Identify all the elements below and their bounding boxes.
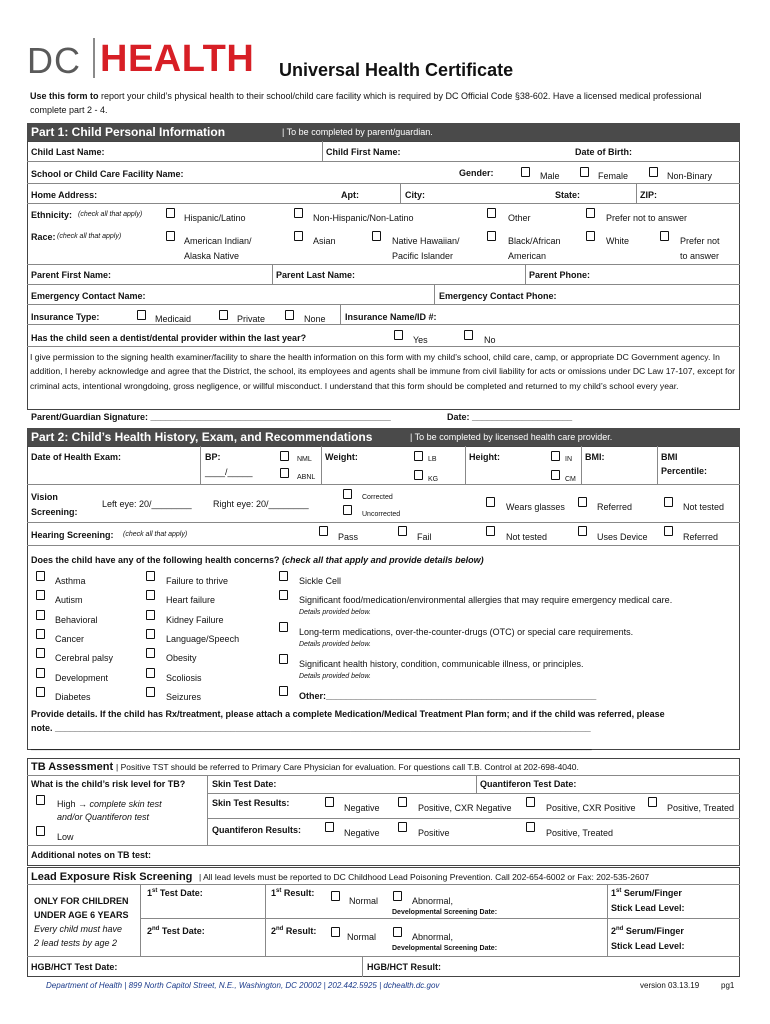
- concern-item-label: Behavioral: [55, 615, 98, 625]
- concern-item-checkbox[interactable]: [36, 687, 45, 697]
- skin-pos-cxr-pos-checkbox[interactable]: [526, 797, 535, 807]
- vision-corrected-checkbox[interactable]: [343, 489, 352, 499]
- insurance-type-label: Insurance Type:: [31, 312, 100, 322]
- concern-item-checkbox[interactable]: [146, 629, 155, 639]
- race-asian-label: Asian: [313, 236, 336, 246]
- skin-negative-checkbox[interactable]: [325, 797, 334, 807]
- dentist-question: Has the child seen a dentist/dental provider within the last year?: [31, 333, 307, 343]
- allergies-checkbox[interactable]: [279, 590, 288, 600]
- ethnicity-prefer-label: Prefer not to answer: [606, 213, 688, 223]
- concern-item-checkbox[interactable]: [146, 590, 155, 600]
- height-in-checkbox[interactable]: [551, 451, 560, 461]
- race-prefer-label: Prefer not: [680, 236, 720, 246]
- race-american-indian-label: American Indian/: [184, 236, 252, 246]
- dc-logo-text: DC: [27, 40, 81, 81]
- lead-second-abnormal-label: Abnormal,: [412, 932, 454, 942]
- concerns-note: (check all that apply and provide details below): [279, 555, 484, 565]
- sickle-cell-checkbox[interactable]: [279, 571, 288, 581]
- quant-pos-treated-label: Positive, Treated: [546, 828, 614, 838]
- hgb-result-label: HGB/HCT Result:: [367, 962, 441, 972]
- footer-page-number: pg1: [721, 981, 735, 990]
- bp-nml-label: NML: [297, 456, 312, 463]
- race-american-indian-label-2: Alaska Native: [184, 251, 240, 261]
- lead-second-serum-level: Stick Lead Level:: [611, 941, 685, 951]
- hearing-fail-checkbox[interactable]: [398, 526, 407, 536]
- logo-divider: [93, 38, 95, 78]
- permission-statement: I give permission to the signing health examiner/facility to share the health information on this form with my child’s school, child care, camp, or appropriate DC Government agency. In addition, I hereby acknowledge and agree that the District, the school, its employees and agents shall be immune from civil liability for acts or omissions under DC Law 17-107, except for criminal acts, intentional wrongdoing, gross negligence, or willful misconduct. I understand that this form should be completed and returned to my child’s school every year.: [30, 352, 736, 391]
- second-num: 2: [147, 926, 153, 936]
- serum2-text: Serum/Finger: [623, 926, 684, 936]
- provide-details-text: Provide details. If the child has Rx/treatment, please attach a complete Medication/Medical Treatment Plan form; and if the child was referred, please: [31, 709, 665, 719]
- part2-header: [27, 428, 740, 446]
- bmi-percentile-label: BMI: [661, 452, 678, 462]
- health-logo-text: HEALTH: [100, 38, 255, 80]
- hearing-uses-device-checkbox[interactable]: [578, 526, 587, 536]
- race-hawaiian-label: Native Hawaiian/: [392, 236, 460, 246]
- serum2-sup: nd: [616, 926, 624, 932]
- history-label: Significant health history, condition, communicable illness, or principles.: [299, 659, 584, 669]
- race-hawaiian-label-2: Pacific Islander: [392, 251, 454, 261]
- skin-pos-cxr-pos-label: Positive, CXR Positive: [546, 803, 636, 813]
- vision-label: Vision: [31, 492, 58, 502]
- concern-item-label: Asthma: [55, 576, 86, 586]
- concern-item-label: Seizures: [166, 692, 202, 702]
- second-date-text: Test Date:: [159, 926, 205, 936]
- lead-title: Lead Exposure Risk Screening: [31, 871, 193, 883]
- part1-subtitle: | To be completed by parent/guardian.: [282, 127, 433, 137]
- skin-negative-label: Negative: [344, 803, 380, 813]
- concern-item-checkbox[interactable]: [36, 668, 45, 678]
- wears-glasses-checkbox[interactable]: [486, 497, 495, 507]
- skin-pos-cxr-neg-checkbox[interactable]: [398, 797, 407, 807]
- concern-item-checkbox[interactable]: [36, 571, 45, 581]
- dentist-yes-checkbox[interactable]: [394, 330, 403, 340]
- document-title: Universal Health Certificate: [279, 60, 514, 80]
- lead-first-serum-level: Stick Lead Level:: [611, 903, 685, 913]
- tb-subtitle: | Positive TST should be referred to Primary Care Physician for evaluation. For questions call T.B. Control at 202-698-4040.: [116, 762, 579, 772]
- lead-second-result: [271, 926, 316, 936]
- race-black-label: Black/African: [508, 236, 561, 246]
- lead-first-abnormal-checkbox[interactable]: [393, 891, 402, 901]
- state-label: State:: [555, 190, 581, 200]
- sickle-cell-label: Sickle Cell: [299, 576, 342, 586]
- right-eye-field[interactable]: Right eye: 20/________: [213, 499, 309, 509]
- concern-item-checkbox[interactable]: [146, 668, 155, 678]
- tb-high-instruction: complete skin test: [89, 799, 162, 809]
- tb-high-label: High: [57, 799, 76, 809]
- dentist-no-checkbox[interactable]: [464, 330, 473, 340]
- skin-pos-treated-label: Positive, Treated: [667, 803, 735, 813]
- serum1-text: Serum/Finger: [621, 888, 682, 898]
- hearing-uses-device-label: Uses Device: [597, 532, 648, 542]
- serum1-sup: st: [616, 888, 622, 894]
- longterm-checkbox[interactable]: [279, 622, 288, 632]
- vision-corrected-label: Corrected: [362, 494, 393, 501]
- intro-text: [30, 89, 740, 117]
- concern-item-checkbox[interactable]: [146, 610, 155, 620]
- concern-item-label: Failure to thrive: [166, 576, 229, 586]
- hearing-note: (check all that apply): [123, 531, 188, 538]
- race-label: Race:: [31, 232, 56, 242]
- insurance-private-checkbox[interactable]: [219, 310, 228, 320]
- race-black-label-2: American: [508, 251, 547, 261]
- second-result-text: Result:: [283, 926, 317, 936]
- weight-kg-label: KG: [428, 476, 439, 483]
- concern-item-label: Development: [55, 673, 109, 683]
- insurance-medicaid-label: Medicaid: [155, 314, 192, 324]
- skin-test-date-label: Skin Test Date:: [212, 779, 277, 789]
- lead-every-child: Every child must have: [34, 924, 123, 934]
- date-of-birth-label: Date of Birth:: [575, 147, 632, 157]
- lead-first-normal-checkbox[interactable]: [331, 891, 340, 901]
- emergency-name-label: Emergency Contact Name:: [31, 291, 146, 301]
- lead-two-tests: 2 lead tests by age 2: [34, 938, 118, 948]
- parent-phone-label: Parent Phone:: [529, 270, 591, 280]
- first-num: 1: [147, 888, 153, 898]
- ethnicity-other-checkbox[interactable]: [487, 208, 496, 218]
- concern-item-label: Cancer: [55, 634, 85, 644]
- weight-lb-label: LB: [428, 456, 437, 463]
- ethnicity-nonhispanic-label: Non-Hispanic/Non-Latino: [313, 213, 414, 223]
- vision-not-tested-checkbox[interactable]: [664, 497, 673, 507]
- concern-item-checkbox[interactable]: [36, 629, 45, 639]
- gender-female-label: Female: [598, 171, 629, 181]
- longterm-label: Long-term medications, over-the-counter-drugs (OTC) or special care requirements.: [299, 627, 634, 637]
- longterm-details: Details provided below.: [299, 641, 371, 648]
- first-sup: st: [152, 888, 158, 894]
- vision-not-tested-label: Not tested: [683, 502, 725, 512]
- lead-first-test-date: [147, 888, 203, 898]
- dentist-no-label: No: [484, 335, 496, 345]
- insurance-private-label: Private: [237, 314, 266, 324]
- footer-version: version 03.13.19: [640, 981, 700, 990]
- apt-label: Apt:: [341, 190, 359, 200]
- ethnicity-nonhispanic-checkbox[interactable]: [294, 208, 303, 218]
- school-name-label: School or Child Care Facility Name:: [31, 169, 184, 179]
- tb-high-instruction-2: and/or Quantiferon test: [57, 812, 150, 822]
- lead-second-normal-label: Normal: [347, 932, 377, 942]
- hearing-pass-checkbox[interactable]: [319, 526, 328, 536]
- lead-first-abnormal-label: Abnormal,: [412, 896, 454, 906]
- gender-male-checkbox[interactable]: [521, 167, 530, 177]
- race-white-checkbox[interactable]: [586, 231, 595, 241]
- quant-positive-label: Positive: [418, 828, 450, 838]
- lead-second-normal-checkbox[interactable]: [331, 927, 340, 937]
- bmi-label: BMI:: [585, 452, 605, 462]
- lead-second-abnormal-checkbox[interactable]: [393, 927, 402, 937]
- gender-nonbinary-label: Non-Binary: [667, 171, 713, 181]
- quantiferon-results-label: Quantiferon Results:: [212, 825, 302, 835]
- gender-female-checkbox[interactable]: [580, 167, 589, 177]
- bp-abnl-label: ABNL: [297, 474, 316, 481]
- lead-first-dev-screening: Developmental Screening Date:: [392, 909, 498, 916]
- home-address-label: Home Address:: [31, 190, 98, 200]
- lead-only-children: ONLY FOR CHILDREN: [34, 896, 129, 906]
- height-label: Height:: [469, 452, 500, 462]
- details-note-line[interactable]: note. ___________________________________________________________________________________________________________: [31, 723, 591, 733]
- serum1-num: 1: [611, 888, 617, 898]
- other-concern-checkbox[interactable]: [279, 686, 288, 696]
- race-note: (check all that apply): [57, 233, 122, 240]
- lead-second-test-date: [147, 926, 205, 936]
- intro-rest: report your child’s physical health to their school/child care facility which is required by DC Official Code §38-602. Have a licensed medical professional complete part 2 - 4.: [30, 91, 702, 115]
- tb-low-checkbox[interactable]: [36, 826, 45, 836]
- quant-negative-label: Negative: [344, 828, 380, 838]
- history-details: Details provided below.: [299, 673, 371, 680]
- gender-label: Gender:: [459, 168, 494, 178]
- height-in-label: IN: [565, 456, 572, 463]
- ethnicity-hispanic-checkbox[interactable]: [166, 208, 175, 218]
- lead-subtitle: | All lead levels must be reported to DC Childhood Lead Poisoning Prevention. Call 202-654-6002 or Fax: 202-535-2607: [199, 872, 650, 882]
- first-result-text: Result:: [281, 888, 315, 898]
- quant-positive-checkbox[interactable]: [398, 822, 407, 832]
- quant-negative-checkbox[interactable]: [325, 822, 334, 832]
- child-last-name-label: Child Last Name:: [31, 147, 105, 157]
- health-concerns-question: [31, 555, 484, 565]
- concern-item-label: Autism: [55, 595, 83, 605]
- tb-high-text: [57, 799, 162, 809]
- parent-last-name-label: Parent Last Name:: [276, 270, 356, 280]
- first-result-sup: st: [276, 888, 282, 894]
- quant-pos-treated-checkbox[interactable]: [526, 822, 535, 832]
- race-asian-checkbox[interactable]: [294, 231, 303, 241]
- concern-item-label: Language/Speech: [166, 634, 240, 644]
- part2-subtitle: | To be completed by licensed health care provider.: [410, 432, 613, 442]
- race-prefer-checkbox[interactable]: [660, 231, 669, 241]
- dentist-yes-label: Yes: [413, 335, 428, 345]
- concern-item-checkbox[interactable]: [36, 590, 45, 600]
- weight-kg-checkbox[interactable]: [414, 470, 423, 480]
- bp-abnl-checkbox[interactable]: [280, 468, 289, 478]
- race-hawaiian-checkbox[interactable]: [372, 231, 381, 241]
- parent-first-name-label: Parent First Name:: [31, 270, 112, 280]
- race-white-label: White: [606, 236, 630, 246]
- details-blank-line[interactable]: ________________________________________________________________________________________________________________: [31, 740, 592, 750]
- first-date-text: Test Date:: [157, 888, 203, 898]
- serum2-num: 2: [611, 926, 617, 936]
- tb-title: TB Assessment: [31, 761, 114, 773]
- ethnicity-label: Ethnicity:: [31, 210, 73, 220]
- gender-nonbinary-checkbox[interactable]: [649, 167, 658, 177]
- lead-under-six: UNDER AGE 6 YEARS: [34, 910, 129, 920]
- second-result-num: 2: [271, 926, 277, 936]
- ethnicity-other-label: Other: [508, 213, 531, 223]
- part2-title: Part 2: Child’s Health History, Exam, and Recommendations: [31, 430, 373, 444]
- quantiferon-date-label: Quantiferon Test Date:: [480, 779, 577, 789]
- tb-risk-question: What is the child’s risk level for TB?: [31, 779, 186, 789]
- emergency-phone-label: Emergency Contact Phone:: [439, 291, 557, 301]
- vision-referred-label: Referred: [597, 502, 633, 512]
- city-label: City:: [405, 190, 425, 200]
- allergies-label: Significant food/medication/environmental allergies that may require emergency medical care.: [299, 595, 673, 605]
- race-american-indian-checkbox[interactable]: [166, 231, 175, 241]
- second-result-sup: nd: [276, 926, 284, 932]
- concern-item-label: Kidney Failure: [166, 615, 224, 625]
- vision-label-2: Screening:: [31, 507, 78, 517]
- concern-item-checkbox[interactable]: [146, 648, 155, 658]
- bp-blank[interactable]: ____/_____: [205, 467, 253, 477]
- insurance-none-checkbox[interactable]: [285, 310, 294, 320]
- lead-first-normal-label: Normal: [349, 896, 379, 906]
- concern-item-checkbox[interactable]: [36, 648, 45, 658]
- date-of-exam-label: Date of Health Exam:: [31, 452, 122, 462]
- concern-item-label: Scoliosis: [166, 673, 202, 683]
- ethnicity-note: (check all that apply): [78, 211, 143, 218]
- hearing-referred-checkbox[interactable]: [664, 526, 673, 536]
- lead-first-result: [271, 888, 314, 898]
- height-cm-label: CM: [565, 476, 576, 483]
- race-prefer-label-2: to answer: [680, 251, 720, 261]
- vision-uncorrected-checkbox[interactable]: [343, 505, 352, 515]
- parent-signature-line[interactable]: Parent/Guardian Signature: ________________________________________________: [31, 412, 391, 422]
- concern-item-checkbox[interactable]: [146, 571, 155, 581]
- history-checkbox[interactable]: [279, 654, 288, 664]
- concern-item-checkbox[interactable]: [146, 687, 155, 697]
- insurance-none-label: None: [304, 314, 326, 324]
- lead-second-serum: [611, 926, 684, 936]
- lead-first-serum: [611, 888, 682, 898]
- bmi-percentile-label-2: Percentile:: [661, 466, 708, 476]
- bp-label: BP:: [205, 452, 221, 462]
- skin-pos-treated-checkbox[interactable]: [648, 797, 657, 807]
- concern-item-label: Heart failure: [166, 595, 216, 605]
- lead-second-dev-screening: Developmental Screening Date:: [392, 945, 498, 952]
- hearing-not-tested-checkbox[interactable]: [486, 526, 495, 536]
- second-sup: nd: [152, 926, 160, 932]
- gender-male-label: Male: [540, 171, 560, 181]
- arrow-right-icon: →: [78, 799, 88, 809]
- tb-low-label: Low: [57, 832, 74, 842]
- allergies-details: Details provided below.: [299, 609, 371, 616]
- height-cm-checkbox[interactable]: [551, 470, 560, 480]
- insurance-name-label: Insurance Name/ID #:: [345, 312, 437, 322]
- other-concern-line[interactable]: Other:______________________________________________________: [299, 691, 597, 701]
- bp-nml-checkbox[interactable]: [280, 451, 289, 461]
- signature-date-line[interactable]: Date: ____________________: [447, 412, 573, 422]
- vision-referred-checkbox[interactable]: [578, 497, 587, 507]
- concern-item-label: Obesity: [166, 653, 197, 663]
- weight-lb-checkbox[interactable]: [414, 451, 423, 461]
- concern-item-checkbox[interactable]: [36, 610, 45, 620]
- hearing-label: Hearing Screening:: [31, 530, 114, 540]
- insurance-medicaid-checkbox[interactable]: [137, 310, 146, 320]
- concern-item-label: Cerebral palsy: [55, 653, 114, 663]
- child-first-name-label: Child First Name:: [326, 147, 401, 157]
- hearing-referred-label: Referred: [683, 532, 719, 542]
- hearing-pass-label: Pass: [338, 532, 359, 542]
- ethnicity-hispanic-label: Hispanic/Latino: [184, 213, 246, 223]
- tb-high-checkbox[interactable]: [36, 795, 45, 805]
- left-eye-field[interactable]: Left eye: 20/________: [102, 499, 192, 509]
- concern-item-label: Diabetes: [55, 692, 91, 702]
- skin-pos-cxr-neg-label: Positive, CXR Negative: [418, 803, 512, 813]
- concerns-question-text: Does the child have any of the following health concerns?: [31, 555, 280, 565]
- footer-address: Department of Health | 899 North Capitol Street, N.E., Washington, DC 20002 | 202.442.5925 | dchealth.dc.gov: [46, 981, 440, 990]
- intro-bold: Use this form to: [30, 91, 99, 101]
- hearing-fail-label: Fail: [417, 532, 432, 542]
- skin-results-label: Skin Test Results:: [212, 798, 290, 808]
- weight-label: Weight:: [325, 452, 358, 462]
- ethnicity-prefer-checkbox[interactable]: [586, 208, 595, 218]
- part1-title: Part 1: Child Personal Information: [31, 125, 226, 139]
- wears-glasses-label: Wears glasses: [506, 502, 565, 512]
- zip-label: ZIP:: [640, 190, 657, 200]
- vision-uncorrected-label: Uncorrected: [362, 511, 401, 518]
- race-black-checkbox[interactable]: [487, 231, 496, 241]
- hgb-test-date-label: HGB/HCT Test Date:: [31, 962, 118, 972]
- hearing-not-tested-label: Not tested: [506, 532, 548, 542]
- first-result-num: 1: [271, 888, 277, 898]
- tb-additional-notes-label: Additional notes on TB test:: [31, 850, 151, 860]
- part1-header: [27, 123, 740, 141]
